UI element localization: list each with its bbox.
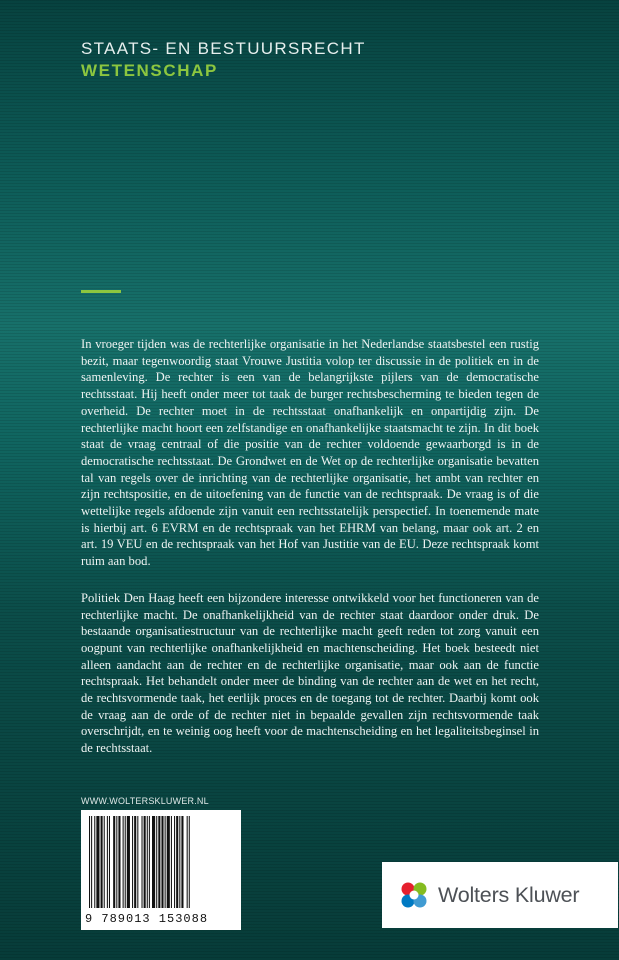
isbn-barcode [81,810,241,930]
publisher-website: WWW.WOLTERSKLUWER.NL [81,796,209,806]
series-header [81,38,366,82]
wolters-kluwer-logo-icon [397,878,431,912]
series-subtitle: WETENSCHAP [81,61,218,80]
publisher-name: Wolters Kluwer [438,882,580,907]
publisher-logo [382,862,618,928]
accent-divider [81,290,121,293]
blurb-paragraph-2: Politiek Den Haag heeft een bijzondere interesse ontwikkeld voor het functioneren van de rechterlijke macht. De onafhankelijkheid van de rechter staat daardoor onder druk. De bestaande organisatiestructuur van de rechterlijke macht geeft reden tot zorg vanuit een oogpunt van rechterlijke onafhankelijkheid en machtenscheiding. Het boek besteedt niet alleen aandacht aan de rechter en de rechterlijke organisatie, maar ook aan de functie rechtspraak. Het behandelt onder meer de binding van de rechter aan de wet en het recht, de rechtsvormende taak, het eerlijk proces en de toegang tot de rechter. Daarbij komt ook de vraag aan de orde of de rechter niet in bepaalde gevallen zijn rechtsvormende taak overschrijdt, en te weinig oog heeft voor de machtenscheiding en het legaliteitsbeginsel in de rechtsstaat. [81,590,539,756]
barcode-icon [87,816,235,908]
blurb-paragraph-1: In vroeger tijden was de rechterlijke organisatie in het Nederlandse staatsbestel een rustig bezit, maar tegenwoordig staat Vrouwe Justitia volop ter discussie in de politiek en in de samenleving. De rechter is een van de belangrijkste pijlers van de democratische rechtsstaat. Hij heeft onder meer tot taak de burger rechtsbescherming te bieden tegen de overheid. De rechter moet in de rechtsstaat onafhankelijk en onpartijdig zijn. De rechterlijke macht hoort een zelfstandige en onafhankelijke staatsmacht te zijn. In dit boek staat de vraag centraal of die positie van de rechter voldoende gewaarborgd is in de democratische rechtsstaat. De Grondwet en de Wet op de rechterlijke organisatie bevatten tal van regels over de inrichting van de rechterlijke organisatie, het ambt van rechter en zijn rechtspositie, en de uitoefening van de functie van de rechtspraak. De vraag is of die wettelijke regels afdoende zijn vanuit een rechtsstatelijk perspectief. In toenemende mate is hierbij art. 6 EVRM en de rechtspraak van het EHRM van belang, maar ook art. 2 en art. 19 VEU en de rechtspraak van het Hof van Justitie van de EU. Deze rechtspraak komt ruim aan bod. [81,337,539,569]
blurb-text [81,336,539,777]
isbn-number: 9 789013 153088 [85,912,209,926]
series-title: STAATS- EN BESTUURSRECHT [81,39,366,58]
